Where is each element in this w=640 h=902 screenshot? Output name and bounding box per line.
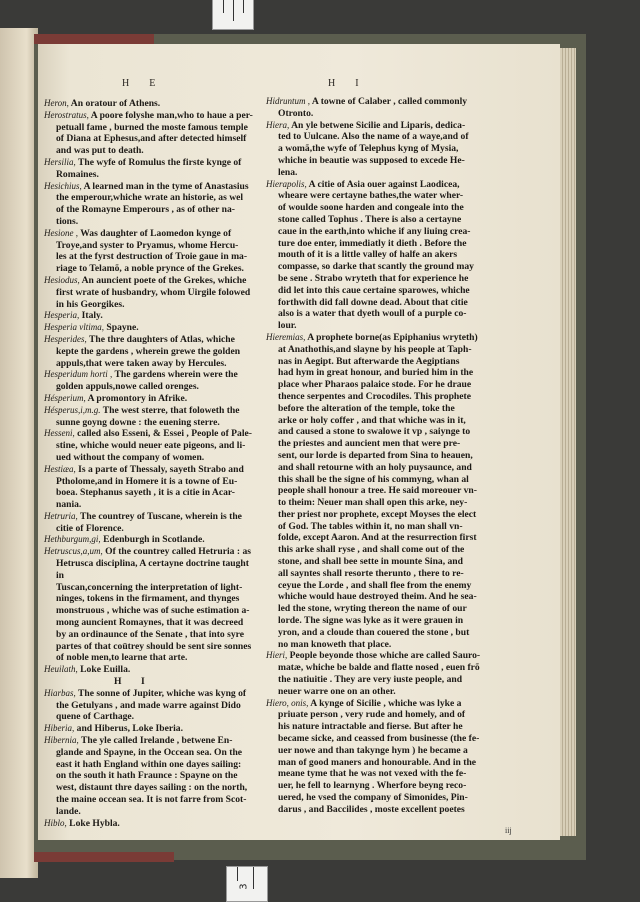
entry-line: tions. (56, 215, 79, 227)
entry-headword: Hesichius, (44, 180, 82, 191)
entry-line: darus , and Baccilides , moste excellent poetes (278, 803, 465, 815)
entry-line: a womã,the wyfe of Telephus kyng of Mysia, (278, 143, 459, 155)
entry-headword: Hibernia, (44, 735, 79, 746)
dictionary-entry (44, 393, 258, 405)
entry-line: also is a water that dyeth woull of a purple co- (278, 308, 467, 320)
entry-line: all sayntes shall resorte therunto , there to re- (278, 567, 464, 579)
dictionary-entry (266, 120, 548, 179)
entry-headword: Hesperidum horti , (44, 369, 113, 380)
entry-headword: Hiblo, (44, 817, 67, 828)
entry-line: partes of that coūtrey should be sent sire sonnes (56, 640, 252, 652)
dictionary-entry (44, 405, 258, 429)
entry-text: Loke Euilla. (80, 664, 131, 676)
entry-text: Italy. (81, 310, 103, 322)
entry-line: uer, he fell to learnyng . Wherfore beyng reco- (278, 780, 467, 792)
entry-line: lorde. The signe was lyke as it were grauen in (278, 615, 464, 627)
entry-text: The yle called Irelande , betwene En- (80, 735, 233, 747)
entry-first-line (44, 393, 258, 405)
page-stack-edge (560, 48, 576, 836)
entry-line: yron, and a cloude than couered the stone , but (278, 626, 470, 638)
entry-line: priuate person , very rude and homely, and of (278, 709, 466, 721)
entry-line: ued without the company of women. (56, 451, 205, 463)
entry-line: of the Romayne Emperours , as of other na- (56, 204, 235, 216)
dictionary-entry (266, 650, 548, 697)
entry-line: led the stone, wryting thereon the name of our (278, 603, 467, 615)
dictionary-entry (44, 735, 258, 818)
entry-headword: Hetruscus,a,um, (44, 546, 103, 557)
dictionary-entry (44, 334, 258, 369)
entry-line: east it hath England within one dayes sailing: (56, 758, 242, 770)
entry-headword: Hieri, (266, 650, 288, 661)
entry-line: this arke shall ryse , and shall come out of the (278, 544, 465, 556)
entry-first-line (44, 275, 258, 287)
entry-line: whiche in beautie was supposed to excede He- (278, 154, 465, 166)
entry-text: The countrey of Tuscane, wherein is the (79, 510, 242, 522)
entry-headword: Hesperia, (44, 310, 80, 321)
entry-line: uer nowe and than takynge hym ) he became a (278, 744, 468, 756)
dictionary-entry (266, 698, 548, 816)
entry-line: compasse, so darke that scantly the ground may (278, 261, 474, 273)
entry-line: stone, and shall bee sette in mounte Sina, and (278, 556, 463, 568)
entry-text: Spayne. (106, 322, 139, 334)
entry-line: uered, he vsed the company of Simonides, Pin- (278, 792, 468, 804)
entry-text: The west sterre, that foloweth the (102, 404, 240, 416)
entry-line: first wrate of husbandry, whom Uirgile folowed (56, 286, 251, 298)
entry-first-line (266, 698, 548, 710)
entry-line: nania. (56, 499, 82, 511)
dictionary-entry (44, 98, 258, 110)
entry-headword: Hésperus,i,m.g. (44, 404, 101, 415)
entry-first-line (44, 723, 258, 735)
entry-line: stone called Tophus . There is also a certayne (278, 213, 462, 225)
section-divider: H I (114, 676, 147, 688)
entry-line: Troye,and syster to Pryamus, whome Hercu- (56, 239, 239, 251)
book-spine-bottom (34, 852, 174, 862)
entry-headword: Hesione , (44, 227, 78, 238)
entry-text: A poore folyshe man,who to haue a per- (90, 109, 253, 121)
entry-first-line (44, 181, 258, 193)
entry-line: sunne goyng downe : the euening sterre. (56, 416, 220, 428)
entry-text: A learned man in the tyme of Anastasius (83, 180, 249, 192)
entry-line: boea. Stephanus sayeth , it is a citie in Acar- (56, 487, 235, 499)
entry-text: Was daughter of Laomedon kynge of (80, 227, 232, 239)
entry-headword: Hiero, onis, (266, 697, 309, 708)
entry-line: ninges, tokens in the firmament, and thynges (56, 593, 240, 605)
entry-line: did let into this caue certaine sparowes, whiche (278, 284, 470, 296)
entry-line: and shall retourne with an holy puysaunce, and (278, 461, 472, 473)
entry-line: the emperour,whiche wrate an historie, as wel (56, 192, 244, 204)
dictionary-entry (44, 723, 258, 735)
dictionary-entry (44, 310, 258, 322)
entry-line: mouth of it is a little valley of halfe an akers (278, 249, 458, 261)
entry-text: The gardens wherein were the (114, 369, 238, 381)
entry-first-line (44, 157, 258, 169)
scale-ruler-bottom (226, 866, 268, 902)
entry-line: caue in the earth,into whiche if any liuing crea- (278, 225, 471, 237)
entry-headword: Hiarbas, (44, 687, 76, 698)
entry-text: called also Esseni, & Essei , People of Pale- (77, 428, 252, 440)
entry-first-line (266, 332, 548, 344)
entry-line: appuls,that were taken away by Hercules. (56, 357, 227, 369)
entry-line: of Diana at Ephesus,and after detected himself (56, 133, 247, 145)
entry-text: Loke Hybla. (69, 817, 120, 829)
entry-first-line (44, 735, 258, 747)
entry-first-line (266, 96, 548, 108)
entry-headword: Hésperium, (44, 392, 86, 403)
dictionary-entry (44, 228, 258, 275)
right-text-column (266, 96, 548, 816)
entry-line: the Getulyans , and made warre against Dido (56, 699, 241, 711)
entry-first-line (44, 428, 258, 440)
entry-text: An oratour of Athens. (70, 98, 161, 109)
entry-first-line (266, 179, 548, 191)
signature-mark: iij (505, 826, 512, 835)
entry-line: to theim: Neuer man shall open this arke, ney- (278, 497, 468, 509)
entry-line: sent, our lorde is departed from Sina to heauen, (278, 449, 473, 461)
entry-text: People beyonde those whiche are called Sauro- (289, 650, 481, 662)
entry-headword: Hestiæa, (44, 463, 76, 474)
entry-line: the maine occean sea. It is not farre from Scot- (56, 794, 247, 806)
entry-line: before the alteration of the temple, toke the (278, 402, 455, 414)
dictionary-entry (266, 96, 548, 120)
ruler-number: 3 (238, 883, 250, 890)
dictionary-entry (44, 464, 258, 511)
entry-text: A promontory in Afrike. (87, 392, 188, 404)
entry-line: of noble men,to learne that arte. (56, 652, 188, 664)
dictionary-entry (44, 369, 258, 393)
entry-headword: Hetruria, (44, 510, 78, 521)
entry-line: citie of Florence. (56, 522, 124, 534)
entry-line: whiche would haue destroyed theim. And he sea- (278, 591, 477, 603)
entry-line: golden appuls,nowe called orenges. (56, 381, 199, 393)
entry-text: An yle betwene Sicilie and Liparis, dedica- (291, 119, 466, 131)
entry-text: Of the countrey called Hetruria : as (105, 546, 251, 558)
entry-headword: Heuilath, (44, 664, 78, 675)
entry-line: meane tyme that he was not vexed with the fe- (278, 768, 467, 780)
entry-line: and caused a stone to swalowe it vp , saiynge to (278, 426, 471, 438)
entry-line: Ptholome,and in Homere it is a towne of Eu- (56, 475, 238, 487)
entry-first-line (266, 650, 548, 662)
entry-line: wheare were certayne bathes,the water wher- (278, 190, 464, 202)
entry-line: place wher Pharaos palaice stode. For he draue (278, 379, 472, 391)
entry-headword: Hersilia, (44, 156, 76, 167)
entry-headword: Hierapolis, (266, 178, 307, 189)
entry-line: had hym in great honour, and buried him in the (278, 367, 474, 379)
entry-line: monstruous , whiche was of suche estimation a- (56, 605, 250, 617)
dictionary-entry (44, 157, 258, 181)
entry-line: matæ, whiche be balde and flatte nosed , euen frõ (278, 662, 480, 674)
entry-first-line (44, 534, 258, 546)
dictionary-entry (44, 181, 258, 228)
entry-line: people shall honour a tree. He said moreouer vn- (278, 485, 477, 497)
entry-headword: Hesiodus, (44, 274, 80, 285)
entry-first-line (44, 688, 258, 700)
entry-line: lour. (278, 320, 297, 332)
entry-first-line (44, 664, 258, 676)
entry-line: Tuscan,concerning the interpretation of light- (56, 581, 243, 593)
entry-line: his nature intractable and fierse. But after he (278, 721, 463, 733)
entry-line: the priestes and auncient men that were pre- (278, 438, 461, 450)
entry-first-line (44, 818, 258, 830)
entry-line: glande and Spayne, in the Occean sea. On the (56, 746, 243, 758)
entry-first-line (44, 546, 258, 558)
entry-first-line (266, 120, 548, 132)
entry-line: petuall fame , burned the moste famous temple (56, 121, 248, 133)
entry-first-line (44, 334, 258, 346)
dictionary-entry (44, 546, 258, 664)
entry-first-line (44, 464, 258, 476)
entry-line: mong auncient Romaynes, that it was decreed (56, 617, 244, 629)
entry-line: kepte the gardens , wherein grewe the golden (56, 345, 241, 357)
entry-line: man of good maners and honourable. And in the (278, 756, 477, 768)
entry-line: be sene . Strabo wryteth that for experience he (278, 272, 469, 284)
entry-headword: Hethburgum,gi, (44, 534, 101, 545)
entry-headword: Hiberia, (44, 723, 75, 734)
entry-text: A prophete borne(as Epiphanius wryteth) (307, 331, 478, 343)
left-text-column (44, 98, 258, 829)
dictionary-entry (44, 511, 258, 535)
entry-line: by an ordinaunce of the Senate , that into syre (56, 628, 244, 640)
entry-line: arke or holy coffer , and that whiche was in it, (278, 414, 466, 426)
facing-page-edge (0, 28, 38, 878)
entry-text: The thre daughters of Atlas, whiche (88, 333, 235, 345)
entry-first-line (44, 98, 258, 110)
entry-line: thence serpentes and Crocodiles. This prophete (278, 390, 471, 402)
entry-text: The sonne of Jupiter, whiche was kyng of (78, 687, 247, 699)
entry-line: stine, whiche would neuer eate pigeons, and li- (56, 440, 246, 452)
entry-first-line (44, 228, 258, 240)
entry-headword: Heron, (44, 98, 69, 108)
entry-line: quene of Carthage. (56, 711, 135, 723)
entry-line: ceyue the Lorde , and shall flee from the enemy (278, 579, 472, 591)
dictionary-entry (266, 332, 548, 651)
entry-line: became sicke, and ceassed from businesse (the fe- (278, 733, 480, 745)
entry-first-line (44, 310, 258, 322)
entry-line: and was put to death. (56, 145, 144, 157)
entry-line: no man knoweth that place. (278, 638, 392, 650)
entry-text: An auncient poete of the Grekes, whiche (81, 274, 247, 286)
entry-line: neuer warre one on an other. (278, 685, 396, 697)
entry-headword: Hidruntum , (266, 96, 311, 106)
entry-line: Hetrusca disciplina, A certayne doctrine taught in (56, 558, 249, 581)
entry-first-line (44, 369, 258, 381)
entry-line: of woulde soone harden and congeale into the (278, 202, 464, 214)
entry-headword: Hesperia vltima, (44, 322, 104, 333)
entry-line: forthwith did fall downe dead. About that citie (278, 296, 468, 308)
dictionary-entry (44, 322, 258, 334)
scale-ruler-top (212, 0, 254, 30)
entry-text: The wyfe of Romulus the firste kynge of (78, 156, 242, 168)
entry-line: lena. (278, 166, 298, 178)
entry-first-line (44, 405, 258, 417)
entry-line: ted to Uulcane. Also the name of a waye,and of (278, 131, 469, 143)
entry-line: Otronto. (278, 107, 314, 119)
entry-text: Edenburgh in Scotlande. (103, 534, 205, 546)
entry-text: A citie of Asia ouer against Laodicea, (308, 178, 460, 190)
entry-line: folde, except Aaron. And at the resurrection first (278, 532, 477, 544)
dictionary-entry (44, 275, 258, 310)
entry-line: ture doe enter, immediatly it dieth . Before the (278, 237, 467, 249)
entry-line: in his Georgikes. (56, 298, 125, 310)
right-column-header: H I (328, 78, 361, 89)
entry-line: the natiuitie . They are very iuste people, and (278, 674, 463, 686)
dictionary-entry (44, 110, 258, 157)
entry-line: riage to Telamõ, a noble prynce of the Grekes. (56, 263, 244, 275)
entry-line: nas in Aegipt. But afterwarde the Aegiptians (278, 355, 460, 367)
entry-line: on the south it hath Fraunce : Spayne on the (56, 770, 238, 782)
dictionary-entry (44, 688, 258, 723)
entry-headword: Herostratus, (44, 109, 89, 120)
entry-headword: Hiera, (266, 119, 290, 130)
entry-line: of God. The tables within it, no man shall vn- (278, 520, 463, 532)
entry-text: A towne of Calaber , called commonly (311, 96, 468, 107)
left-column-header: H E (122, 78, 158, 89)
entry-headword: Hieremias, (266, 331, 306, 342)
entry-line: les at the fyrst destruction of Troie gaue in ma- (56, 251, 248, 263)
entry-text: Is a parte of Thessaly, sayeth Strabo and (78, 463, 244, 475)
entry-first-line (44, 511, 258, 523)
entry-headword: Hesseni, (44, 428, 75, 439)
entry-line: this shall be the signe of his commyng, whan al (278, 473, 469, 485)
dictionary-entry (44, 428, 258, 463)
dictionary-entry (44, 534, 258, 546)
dictionary-entry (266, 179, 548, 332)
entry-headword: Hesperides, (44, 333, 87, 344)
entry-line: ther priest nor prophete, except Moyses the elect (278, 508, 477, 520)
entry-line: lande. (56, 805, 81, 817)
entry-line: at Anathothis,and slayne by his people at Taph- (278, 343, 472, 355)
entry-first-line (44, 322, 258, 334)
entry-first-line (44, 110, 258, 122)
dictionary-entry (44, 664, 258, 676)
book-spine-top (34, 34, 154, 44)
dictionary-entry (44, 818, 258, 830)
entry-text: and Hiberus, Loke Iberia. (76, 723, 184, 735)
entry-line: Romaines. (56, 168, 99, 180)
entry-line: west, distaunt thre dayes sailing : on the north, (56, 782, 248, 794)
entry-text: A kynge of Sicilie , whiche was lyke a (310, 697, 462, 709)
